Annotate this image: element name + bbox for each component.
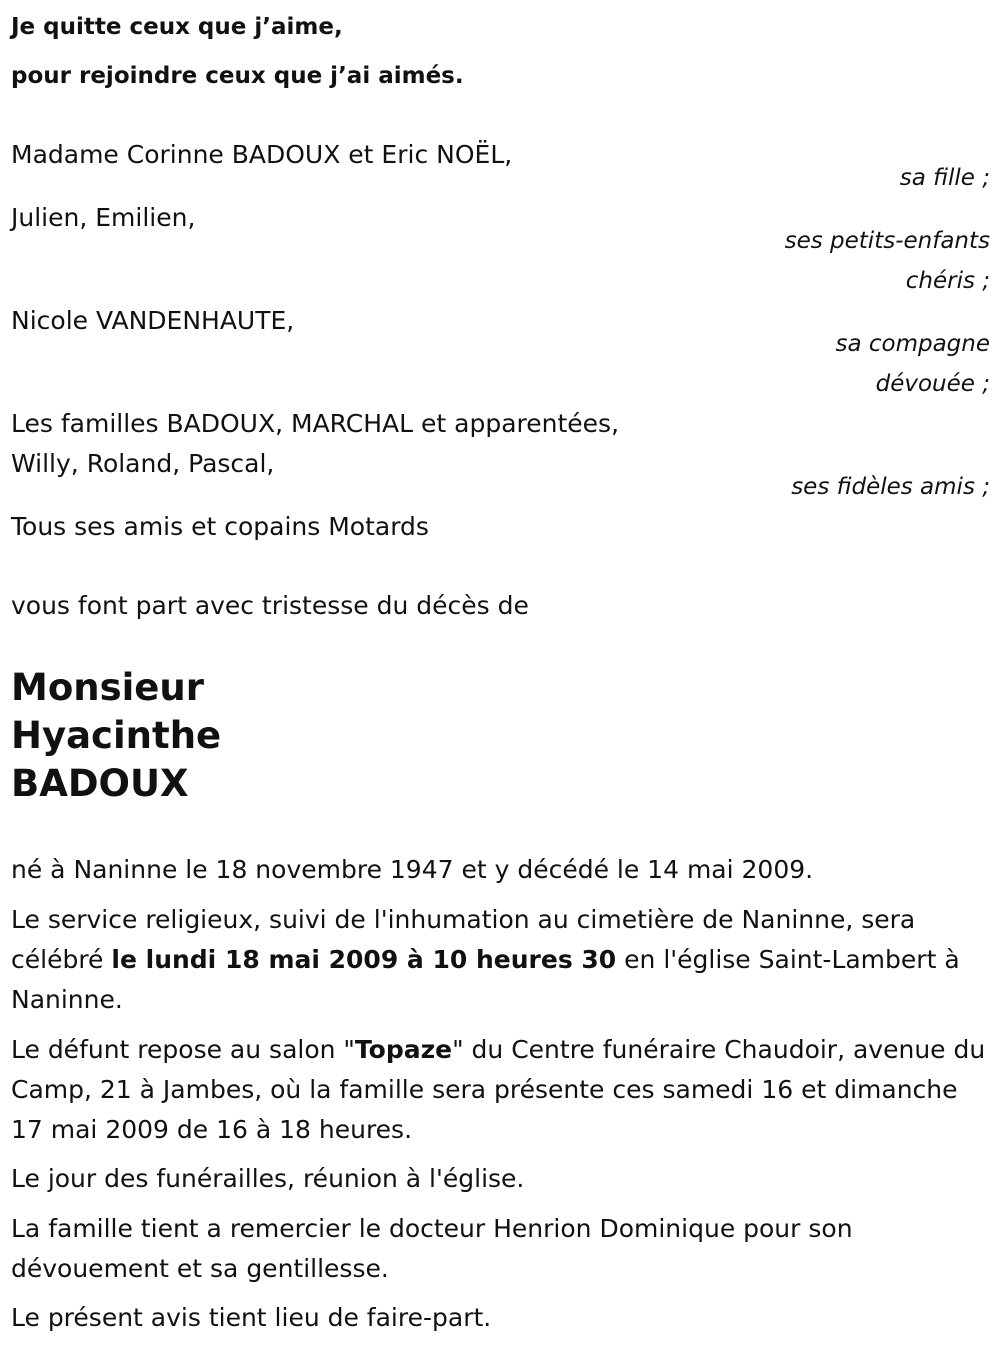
quote-line-2: pour rejoindre ceux que j’ai aimés. bbox=[11, 63, 464, 89]
grandchildren-role-line1: ses petits-enfants bbox=[784, 228, 990, 254]
repose-text-1: Le défunt repose au salon " bbox=[11, 1035, 355, 1064]
birth-death-line: né à Naninne le 18 novembre 1947 et y décédé le 14 mai 2009. bbox=[11, 855, 814, 884]
grandchildren-names: Julien, Emilien, bbox=[11, 203, 196, 232]
thanks-paragraph: La famille tient a remercier le docteur Henrion Dominique pour son dévouement et sa gentillesse. bbox=[11, 1214, 853, 1283]
announcement: vous font part avec tristesse du décès de bbox=[11, 591, 529, 620]
deceased-first-name: Hyacinthe bbox=[11, 714, 222, 757]
friends-names: Willy, Roland, Pascal, bbox=[11, 449, 275, 478]
grandchildren-role-line2: chéris ; bbox=[905, 268, 990, 294]
repose-text-2: " du Centre funéraire Chaudoir, avenue du Camp, 21 à Jambes, où la famille sera présente ces samedi 16 et dimanche 17 mai 2009 de 16 à 18 heures. bbox=[11, 1035, 986, 1144]
service-date: le lundi 18 mai 2009 à 10 heures 30 bbox=[111, 945, 617, 974]
companion-role-line2: dévouée ; bbox=[875, 371, 990, 397]
deceased-last-name: BADOUX bbox=[11, 762, 189, 805]
service-paragraph bbox=[11, 900, 990, 1020]
salon-name: Topaze bbox=[354, 1035, 453, 1064]
service-text-1: Le service religieux, suivi de l'inhumation au cimetière de Naninne, sera célébré bbox=[11, 905, 916, 974]
service-text-2: en l'église Saint-Lambert à Naninne. bbox=[11, 945, 960, 1014]
meeting-line: Le jour des funérailles, réunion à l'église. bbox=[11, 1164, 525, 1193]
friends-role: ses fidèles amis ; bbox=[791, 474, 990, 500]
repose-paragraph bbox=[11, 1030, 990, 1150]
daughter-role: sa fille ; bbox=[899, 165, 990, 191]
deceased-title: Monsieur bbox=[11, 666, 204, 709]
companion-role-line1: sa compagne bbox=[835, 331, 990, 357]
notice-line: Le présent avis tient lieu de faire-part. bbox=[11, 1303, 492, 1332]
quote-line-1: Je quitte ceux que j’aime, bbox=[11, 14, 343, 40]
motards-line: Tous ses amis et copains Motards bbox=[11, 512, 429, 541]
companion-name: Nicole VANDENHAUTE, bbox=[11, 306, 295, 335]
families-line: Les familles BADOUX, MARCHAL et apparentées, bbox=[11, 409, 620, 438]
daughter-names: Madame Corinne BADOUX et Eric NOËL, bbox=[11, 140, 513, 169]
